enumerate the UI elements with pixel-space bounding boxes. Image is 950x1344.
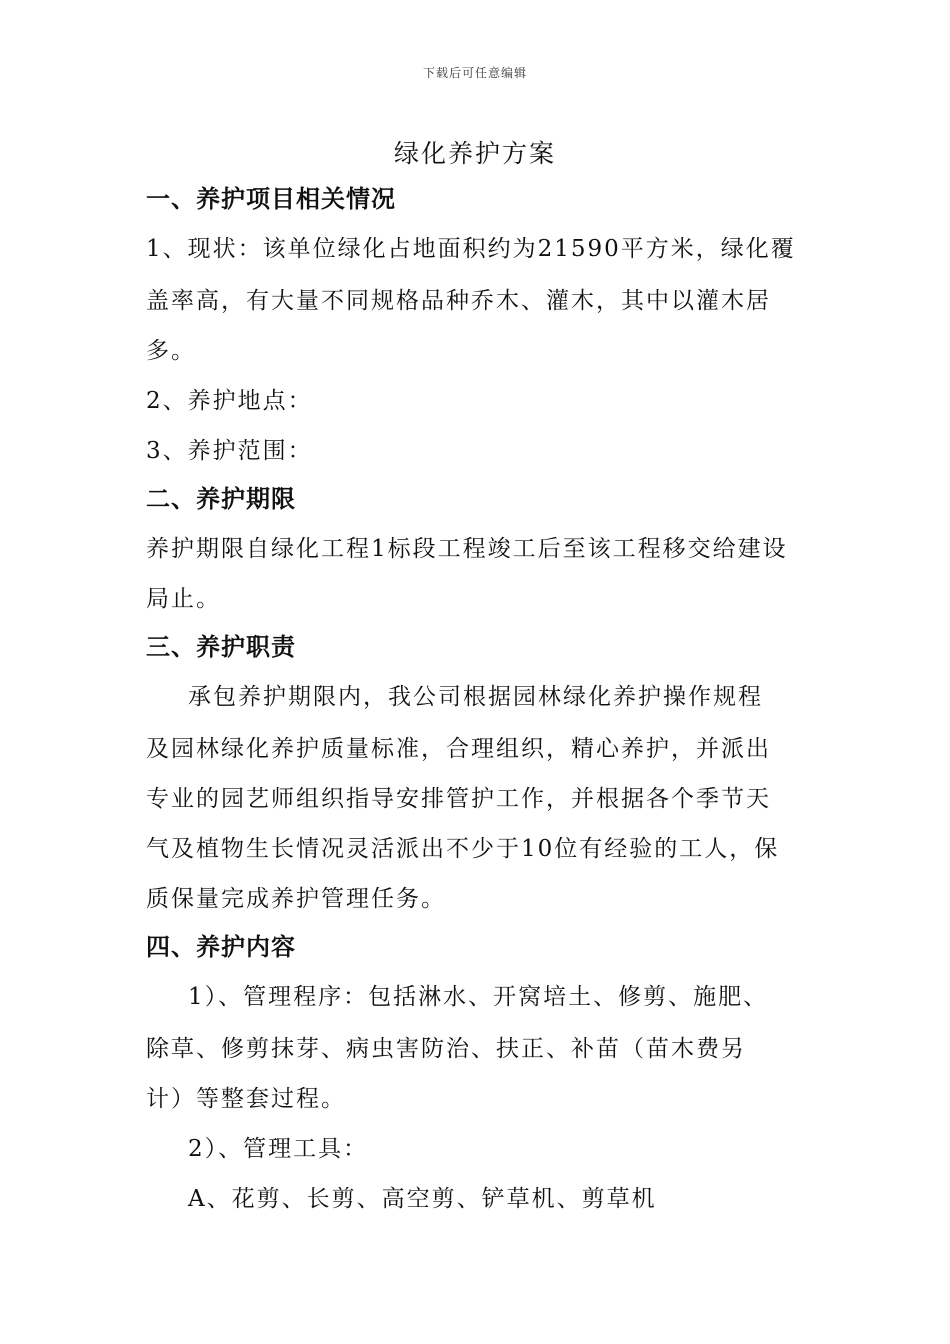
section-heading-3: 三、养护职责: [146, 632, 296, 661]
section-heading-4: 四、养护内容: [146, 932, 296, 961]
document-title: 绿化养护方案: [393, 139, 556, 168]
paragraph-line: 计）等整套过程。: [146, 1086, 346, 1112]
paragraph-line: 及园林绿化养护质量标准，合理组织，精心养护，并派出: [146, 736, 771, 762]
paragraph-line: A、花剪、长剪、高空剪、铲草机、剪草机: [188, 1186, 657, 1212]
paragraph-line: 1）、管理程序：包括淋水、开窝培土、修剪、施肥、: [188, 984, 769, 1010]
paragraph-line: 气及植物生长情况灵活派出不少于10位有经验的工人，保: [146, 836, 780, 862]
paragraph-line: 2、养护地点：: [146, 388, 313, 414]
paragraph-line: 2）、管理工具：: [188, 1136, 369, 1162]
paragraph-line: 承包养护期限内，我公司根据园林绿化养护操作规程: [188, 684, 763, 710]
paragraph-line: 3、养护范围：: [146, 438, 313, 464]
section-heading-2: 二、养护期限: [146, 484, 296, 513]
paragraph-line: 盖率高，有大量不同规格品种乔木、灌木，其中以灌木居: [146, 288, 771, 314]
paragraph-line: 质保量完成养护管理任务。: [146, 886, 446, 912]
paragraph-line: 专业的园艺师组织指导安排管护工作，并根据各个季节天: [146, 786, 771, 812]
paragraph-line: 局止。: [146, 586, 221, 612]
paragraph-line: 除草、修剪抹芽、病虫害防治、扶正、补苗（苗木费另: [146, 1036, 746, 1062]
paragraph-line: 1、现状：该单位绿化占地面积约为21590平方米，绿化覆: [146, 236, 796, 262]
paragraph-line: 多。: [146, 338, 196, 364]
paragraph-line: 养护期限自绿化工程1标段工程竣工后至该工程移交给建设: [146, 536, 788, 562]
header-note: 下载后可任意编辑: [422, 66, 527, 80]
section-heading-1: 一、养护项目相关情况: [146, 184, 396, 213]
